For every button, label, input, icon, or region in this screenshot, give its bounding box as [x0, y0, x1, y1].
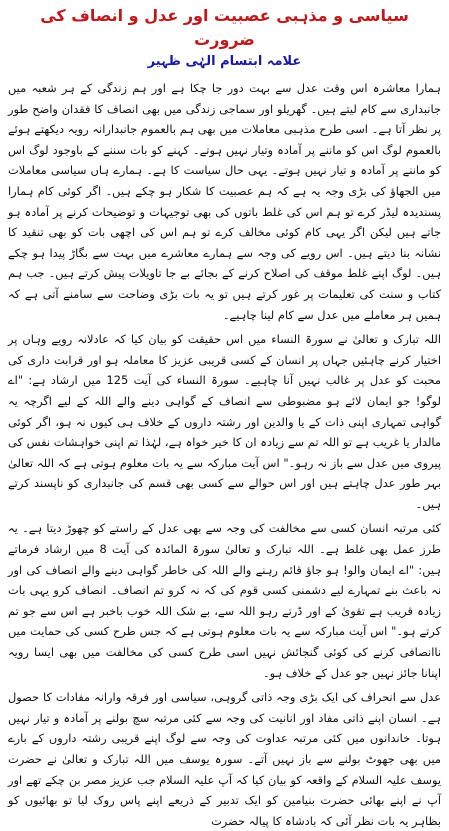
article-paragraph: ہمارا معاشرہ اس وقت عدل سے بہت دور جا چکا ہے اور ہم زندگی کے ہر شعبہ میں جانبداری سے کام لیتے ہیں۔ گھریلو اور سماجی زندگی میں بھی انصاف کا فقدان واضح طور پر نظر آتا ہے۔ اسی طرح مذہبی معاملات میں بھی ہم بالعموم جانبدارانہ رویہ دیکھتے ہوئے بالعموم لوگ اس کو ماننے پر آمادہ وتیار نہیں ہوتے۔ کہنے کو بات سننے کے باوجود لوگ اس کو ماننے پر آمادہ و تیار نہیں ہوتے۔ یہی حال سیاست کا ہے۔ ہمارے ہاں سیاسی معاملات میں الجھاؤ کی بڑی وجہ یہ ہے کہ ہم عصبیت کا شکار ہو چکے ہیں۔ اگر کوئی کام ہمارا پسندیدہ لیڈر کرے تو ہم اس کی غلط باتوں کی بھی توجیہات و توضیحات کرنے پر آمادہ ہو جاتے ہیں لیکن اگر یہی کام کوئی مخالف کرے تو ہم اس کی اچھی بات کو بھی تنقید کا نشانہ بنا دیتے ہیں۔ اس رویے کی وجہ سے ہمارے معاشرے میں بہت سے بگاڑ پیدا ہو چکے ہیں۔ لوگ اپنے غلط موقف کی اصلاح کرنے کے بجائے بے جا تاویلات پیش کرتے ہیں۔ جب ہم کتاب و سنت کی تعلیمات پر غور کرتے ہیں تو یہ بات بڑی وضاحت سے سامنے آتی ہے کہ ہمیں ہر معاملے میں عدل سے کام لینا چاہیے۔ [8, 81, 441, 322]
article-title: سیاسی و مذہبی عصبیت اور عدل و انصاف کی ضرورت [40, 6, 409, 49]
article-paragraph: عدل سے انحراف کی ایک بڑی وجہ ذاتی گروہی، سیاسی اور فرقہ وارانہ مفادات کا حصول ہے۔ انسان اپنے ذاتی مفاد اور انانیت کی وجہ سے کئی مرتبہ سچ بولنے پر آمادہ و تیار نہیں ہوتا۔ خاندانوں میں کئی مرتبہ عداوت کی وجہ سے لوگ اپنے قریبی رشتہ داروں کے بارے میں بھی جھوٹ بولنے سے باز نہیں آتے۔ سورہ یوسف میں اللہ تبارک و تعالیٰ نے حضرت یوسف علیہ السلام کے واقعہ کو بیان کیا کہ آپ علیہ السلام جب عزیز مصر بن چکے تھے اور آپ نے اپنے بھائی حضرت بنیامین کو ایک تدبیر کے ذریعے اپنے پاس روک لیا تو بھائیوں کو بظاہر یہ بات نظر آئی کہ بادشاہ کا پیالہ حضرت [8, 690, 441, 828]
author-byline: علامہ ابتسام الہٰی ظہیر [147, 54, 302, 69]
article-paragraph: کئی مرتبہ انسان کسی سے مخالفت کی وجہ سے بھی عدل کے راستے کو چھوڑ دیتا ہے۔ یہ طرز عمل بھی غلط ہے۔ اللہ تبارک و تعالیٰ سورۃ المائدہ کی آیت 8 میں ارشاد فرماتے ہیں: "اے ایمان والو! ہو جاؤ قائم رہنے والے اللہ کی خاطر گواہی دینے والے انصاف کی اور نہ باعث بنے تمہارے لیے دشمنی کسی قوم کی کہ نہ کرو تم انصاف۔ انصاف کرو یہی بات زیادہ قریب ہے تقویٰ کے اور ڈرتے رہو اللہ سے، بے شک اللہ خوب باخبر ہے اس سے جو تم کرتے ہو۔" اس آیت مبارکہ سے یہ بات معلوم ہوتی ہے کہ جس طرح کسی کی حمایت میں ناانصافی کرنے کی کوئی گنجائش نہیں اسی طرح کسی کی مخالفت میں بھی ایسا رویہ اپنانا جائز نہیں جو عدل کے خلاف ہو۔ [8, 521, 441, 680]
article-paragraph: اللہ تبارک و تعالیٰ نے سورۃ النساء میں اس حقیقت کو بیان کیا کہ عادلانہ رویے وہاں پر اختیار کرنے چاہئیں جہاں پر انسان کے کسی قریبی عزیز کا معاملہ ہو اور قرابت داری کی محبت کو عدل پر غالب نہیں آنا چاہیے۔ سورۃ النساء کی آیت 125 میں ارشاد ہے: "اے لوگو! جو ایمان لائے ہو مضبوطی سے انصاف کے گواہی دینے والے اللہ کے لیے اگرچہ یہ گواہی تمہاری اپنی ذات کے یا والدین اور رشتہ داروں کے خلاف ہی کیوں نہ ہو، اگر کوئی مالدار یا غریب ہے تو اللہ تم سے زیادہ ان کا خیر خواہ ہے، لہٰذا تم اپنی خواہشات نفس کی پیروی میں عدل سے باز نہ رہو۔" اس آیت مبارکہ سے یہ بات معلوم ہوتی ہے کہ اللہ تعالیٰ بہر طور عدل چاہتے ہیں اور اس حوالے سے کسی بھی قسم کی جانبداری کو ناپسند کرتے ہیں۔ [8, 332, 441, 511]
